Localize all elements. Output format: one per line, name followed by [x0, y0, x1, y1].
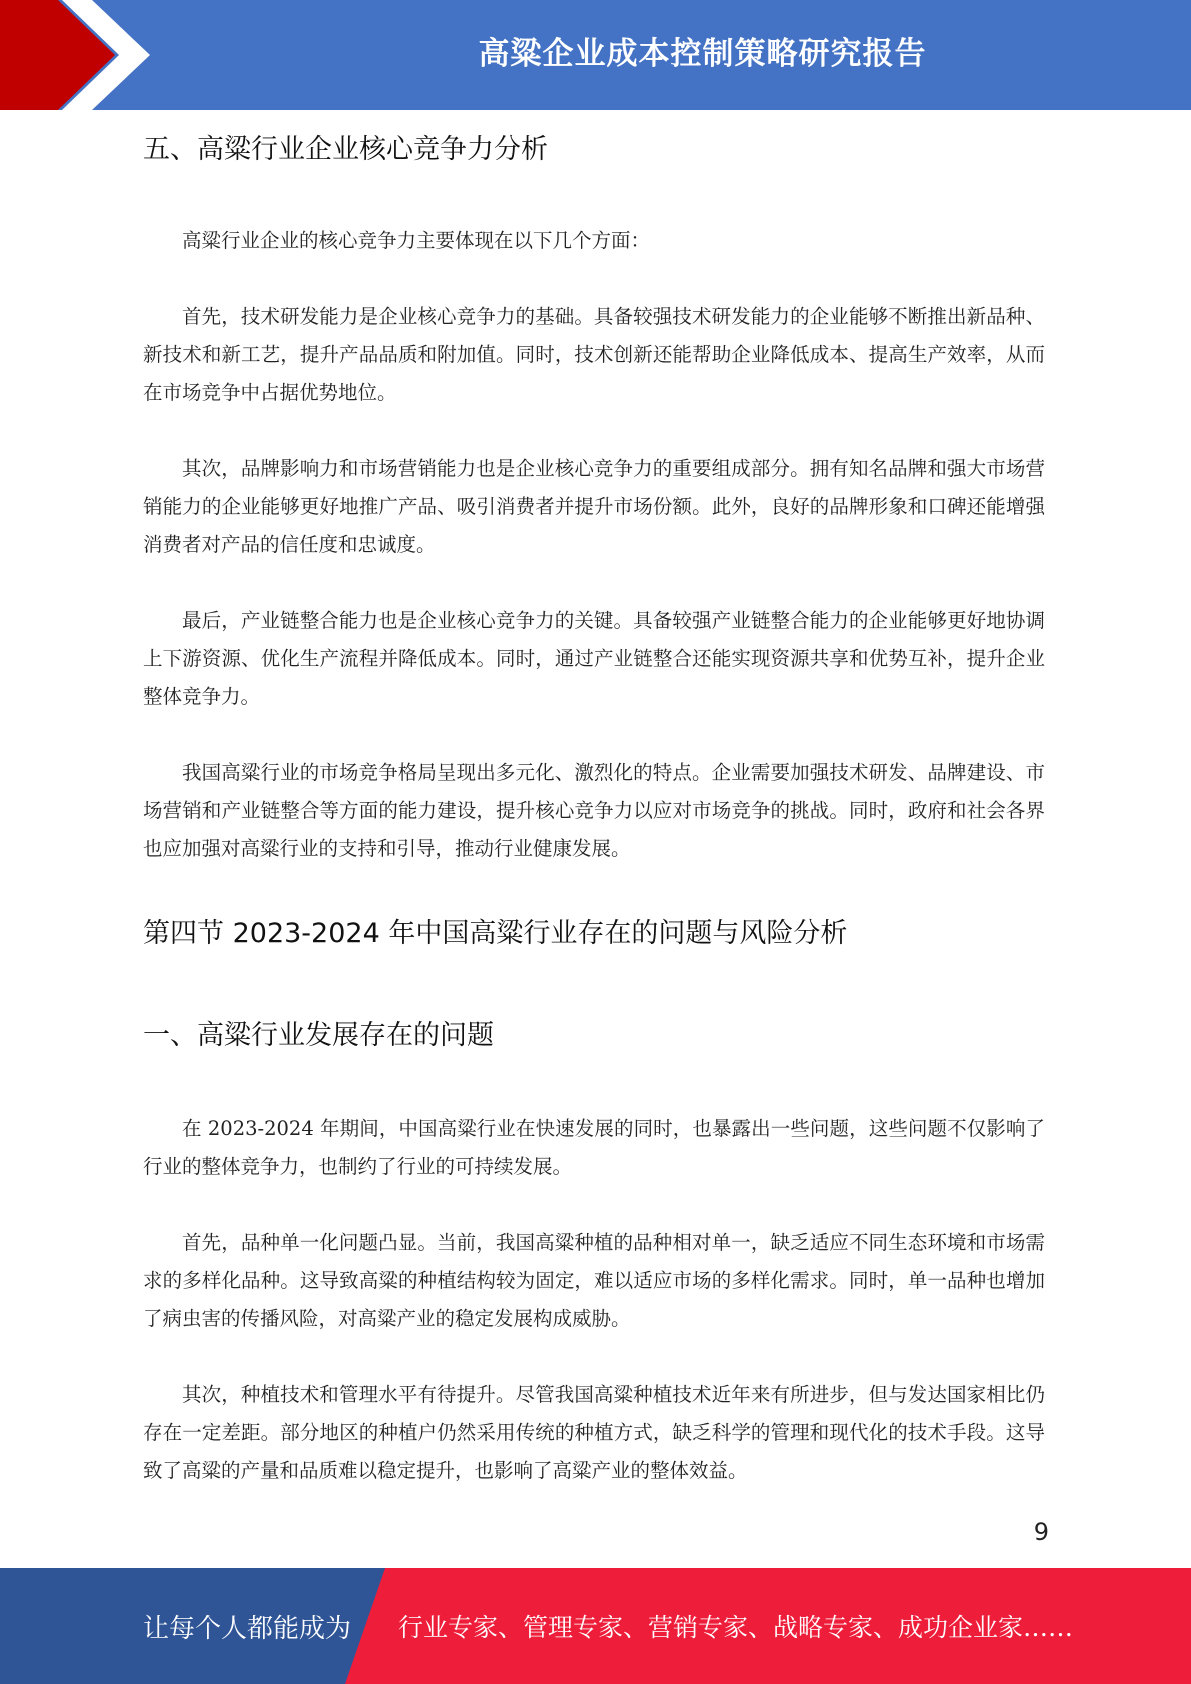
paragraph: 在 2023-2024 年期间，中国高粱行业在快速发展的同时，也暴露出一些问题，这些问题不仅影响了行业的整体竞争力，也制约了行业的可持续发展。 — [143, 1117, 1045, 1178]
page-header — [0, 0, 1191, 110]
footer-slogan-left: 让每个人都能成为 — [143, 1613, 352, 1644]
paragraph: 首先，技术研发能力是企业核心竞争力的基础。具备较强技术研发能力的企业能够不断推出新品种、新技术和新工艺，提升产品品质和附加值。同时，技术创新还能帮助企业降低成本、提高生产效率，从而在市场竞争中占据优势地位。 — [143, 305, 1045, 404]
paragraph: 首先，品种单一化问题凸显。当前，我国高粱种植的品种相对单一，缺乏适应不同生态环境和市场需求的多样化品种。这导致高粱的种植结构较为固定，难以适应市场的多样化需求。同时，单一品种也增加了病虫害的传播风险，对高粱产业的稳定发展构成威胁。 — [143, 1231, 1045, 1330]
section-heading-core-competitiveness: 五、高粱行业企业核心竞争力分析 — [143, 134, 548, 165]
paragraph: 高粱行业企业的核心竞争力主要体现在以下几个方面： — [182, 229, 651, 252]
header-arrow-decoration — [0, 0, 160, 110]
footer-slogan-right: 行业专家、管理专家、营销专家、战略专家、成功企业家…… — [398, 1613, 1074, 1642]
paragraph: 我国高粱行业的市场竞争格局呈现出多元化、激烈化的特点。企业需要加强技术研发、品牌建设、市场营销和产业链整合等方面的能力建设，提升核心竞争力以应对市场竞争的挑战。同时，政府和社会各界也应加强对高粱行业的支持和引导，推动行业健康发展。 — [143, 761, 1045, 860]
subsection-heading-problems: 一、高粱行业发展存在的问题 — [143, 1020, 494, 1051]
page-number: 9 — [1033, 1518, 1049, 1546]
paragraph: 最后，产业链整合能力也是企业核心竞争力的关键。具备较强产业链整合能力的企业能够更好地协调上下游资源、优化生产流程并降低成本。同时，通过产业链整合还能实现资源共享和优势互补，提升企业整体竞争力。 — [143, 609, 1045, 708]
paragraph: 其次，品牌影响力和市场营销能力也是企业核心竞争力的重要组成部分。拥有知名品牌和强大市场营销能力的企业能够更好地推广产品、吸引消费者并提升市场份额。此外，良好的品牌形象和口碑还能增强消费者对产品的信任度和忠诚度。 — [143, 457, 1045, 556]
page-content — [143, 128, 1045, 1490]
report-title: 高粱企业成本控制策略研究报告 — [478, 35, 927, 72]
section-heading-problems-risks: 第四节 2023-2024 年中国高粱行业存在的问题与风险分析 — [143, 918, 848, 949]
page-footer — [0, 1568, 1191, 1684]
paragraph: 其次，种植技术和管理水平有待提升。尽管我国高粱种植技术近年来有所进步，但与发达国家相比仍存在一定差距。部分地区的种植户仍然采用传统的种植方式，缺乏科学的管理和现代化的技术手段。这导致了高粱的产量和品质难以稳定提升，也影响了高粱产业的整体效益。 — [143, 1383, 1045, 1482]
